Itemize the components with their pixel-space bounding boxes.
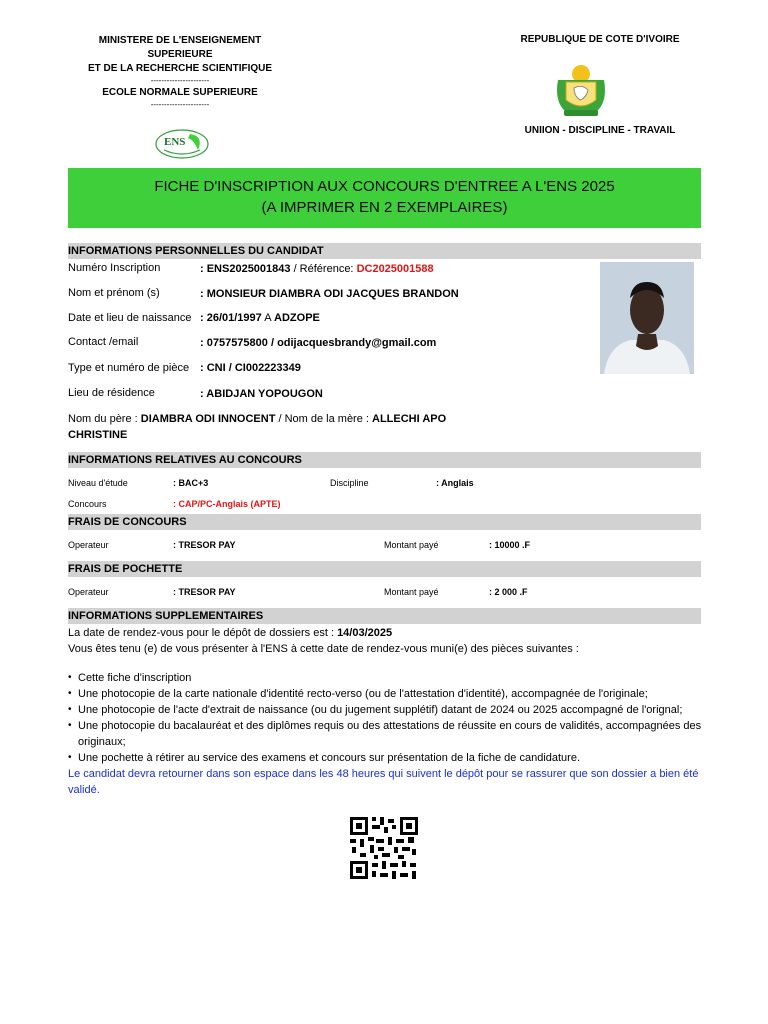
list-item: • Cette fiche d'inscription (68, 670, 708, 686)
required-documents-list (68, 670, 708, 766)
father-name: DIAMBRA ODI INNOCENT (140, 413, 276, 425)
exam-fee-amount-value: : 10000 .F (489, 540, 531, 550)
list-item: • Une photocopie de l'acte d'extrait de naissance (ou du jugement supplétif) datant de 2024 ou 2025 accompagné de l'orignal; (68, 702, 708, 718)
exam-value: : CAP/PC-Anglais (APTE) (173, 499, 281, 509)
ministry-line-1: MINISTERE DE L'ENSEIGNEMENT SUPERIEURE (98, 35, 262, 60)
birth-place: ADZOPE (274, 312, 320, 324)
birth-label: Date et lieu de naissance (68, 312, 192, 324)
appointment-text: La date de rendez-vous pour le dépôt de dossiers est : (68, 627, 338, 639)
folder-fee-operator-value: : TRESOR PAY (173, 587, 236, 597)
father-label: Nom du père : (68, 413, 141, 425)
form-title-line-1: FICHE D'INSCRIPTION AUX CONCOURS D'ENTREE A L'ENS 2025 (154, 178, 615, 195)
registration-number-value: : ENS2025001843 (200, 263, 291, 275)
coat-of-arms-icon (552, 62, 610, 120)
study-level-label: Niveau d'étude (68, 478, 128, 488)
exam-fee-operator-value: : TRESOR PAY (173, 540, 236, 550)
registration-number-label: Numéro Inscription (68, 262, 161, 274)
discipline-label: Discipline (330, 478, 369, 488)
birth-row (200, 312, 320, 324)
section-folder-fees: FRAIS DE POCHETTE (68, 561, 701, 577)
appointment-date: 14/03/2025 (337, 627, 393, 639)
ministry-line-2: ET DE LA RECHERCHE SCIENTIFIQUE (87, 63, 273, 74)
contact-value: : 0757575800 / odijacquesbrandy@gmail.com (200, 337, 437, 349)
residence-value: : ABIDJAN YOPOUGON (200, 388, 323, 400)
contact-label: Contact /email (68, 336, 139, 348)
exam-label: Concours (68, 499, 107, 509)
folder-fee-amount-value: : 2 000 .F (489, 587, 528, 597)
reference-label: / Référence: (290, 263, 357, 275)
folder-fee-operator-label: Operateur (68, 587, 109, 597)
form-title-banner (68, 168, 701, 228)
form-title-line-2: (A IMPRIMER EN 2 EXEMPLAIRES) (261, 199, 508, 216)
exam-fee-amount-label: Montant payé (384, 540, 439, 550)
validation-notice: Le candidat devra retourner dans son espace dans les 48 heures qui suivent le dépôt pour se rassurer que son dossier a bien été validé. (68, 768, 699, 796)
republic-motto: UNIION - DISCIPLINE - TRAVAIL (524, 125, 676, 136)
appointment-line (68, 625, 708, 641)
qr-code (350, 817, 418, 879)
birth-separator: A (261, 312, 275, 324)
registration-number-row (200, 263, 434, 275)
list-item: • Une pochette à rétirer au service des examens et concours sur présentation de la fiche de candidature. (68, 750, 708, 766)
residence-label: Lieu de résidence (68, 387, 155, 399)
separator-dashes: ---------------------- (150, 76, 210, 85)
school-name: ECOLE NORMALE SUPERIEURE (102, 87, 258, 98)
reference-value: DC2025001588 (356, 263, 434, 275)
ministry-header (80, 34, 280, 110)
id-document-label: Type et numéro de pièce (68, 362, 190, 374)
mother-label: / Nom de la mère : (275, 413, 373, 425)
full-name-label: Nom et prénom (s) (68, 287, 160, 299)
candidate-photo (600, 262, 694, 374)
ens-logo-text: ENS (164, 136, 186, 148)
section-exam-fees: FRAIS DE CONCOURS (68, 514, 701, 530)
full-name-value: : MONSIEUR DIAMBRA ODI JACQUES BRANDON (200, 288, 459, 300)
republic-title: REPUBLIQUE DE COTE D'IVOIRE (520, 34, 680, 45)
id-document-value: : CNI / CI002223349 (200, 362, 301, 374)
list-item: • Une photocopie du bacalauréat et des diplômes requis ou des attestations de réussite en cours de validités, accompagnées des originaux; (68, 718, 708, 750)
folder-fee-amount-label: Montant payé (384, 587, 439, 597)
mother-name: ALLECHI APO CHRISTINE (68, 413, 447, 441)
section-personal-info: INFORMATIONS PERSONNELLES DU CANDIDAT (68, 243, 701, 259)
exam-fee-operator-label: Operateur (68, 540, 109, 550)
section-additional-info: INFORMATIONS SUPPLEMENTAIRES (68, 608, 701, 624)
documents-intro: Vous êtes tenu (e) de vous présenter à l'ENS à cette date de rendez-vous muni(e) des pièces suivantes : (68, 643, 579, 655)
ens-logo (154, 128, 210, 160)
birth-date: : 26/01/1997 (200, 312, 262, 324)
parents-info (68, 411, 468, 443)
separator-dashes-2: ---------------------- (150, 100, 210, 109)
list-item: • Une photocopie de la carte nationale d'identité recto-verso (ou de l'attestation d'identité), accompagnée de l'originale; (68, 686, 708, 702)
study-level-value: : BAC+3 (173, 478, 209, 488)
discipline-value: : Anglais (436, 478, 474, 488)
section-exam-info: INFORMATIONS RELATIVES AU CONCOURS (68, 452, 701, 468)
additional-info-body (68, 625, 708, 798)
